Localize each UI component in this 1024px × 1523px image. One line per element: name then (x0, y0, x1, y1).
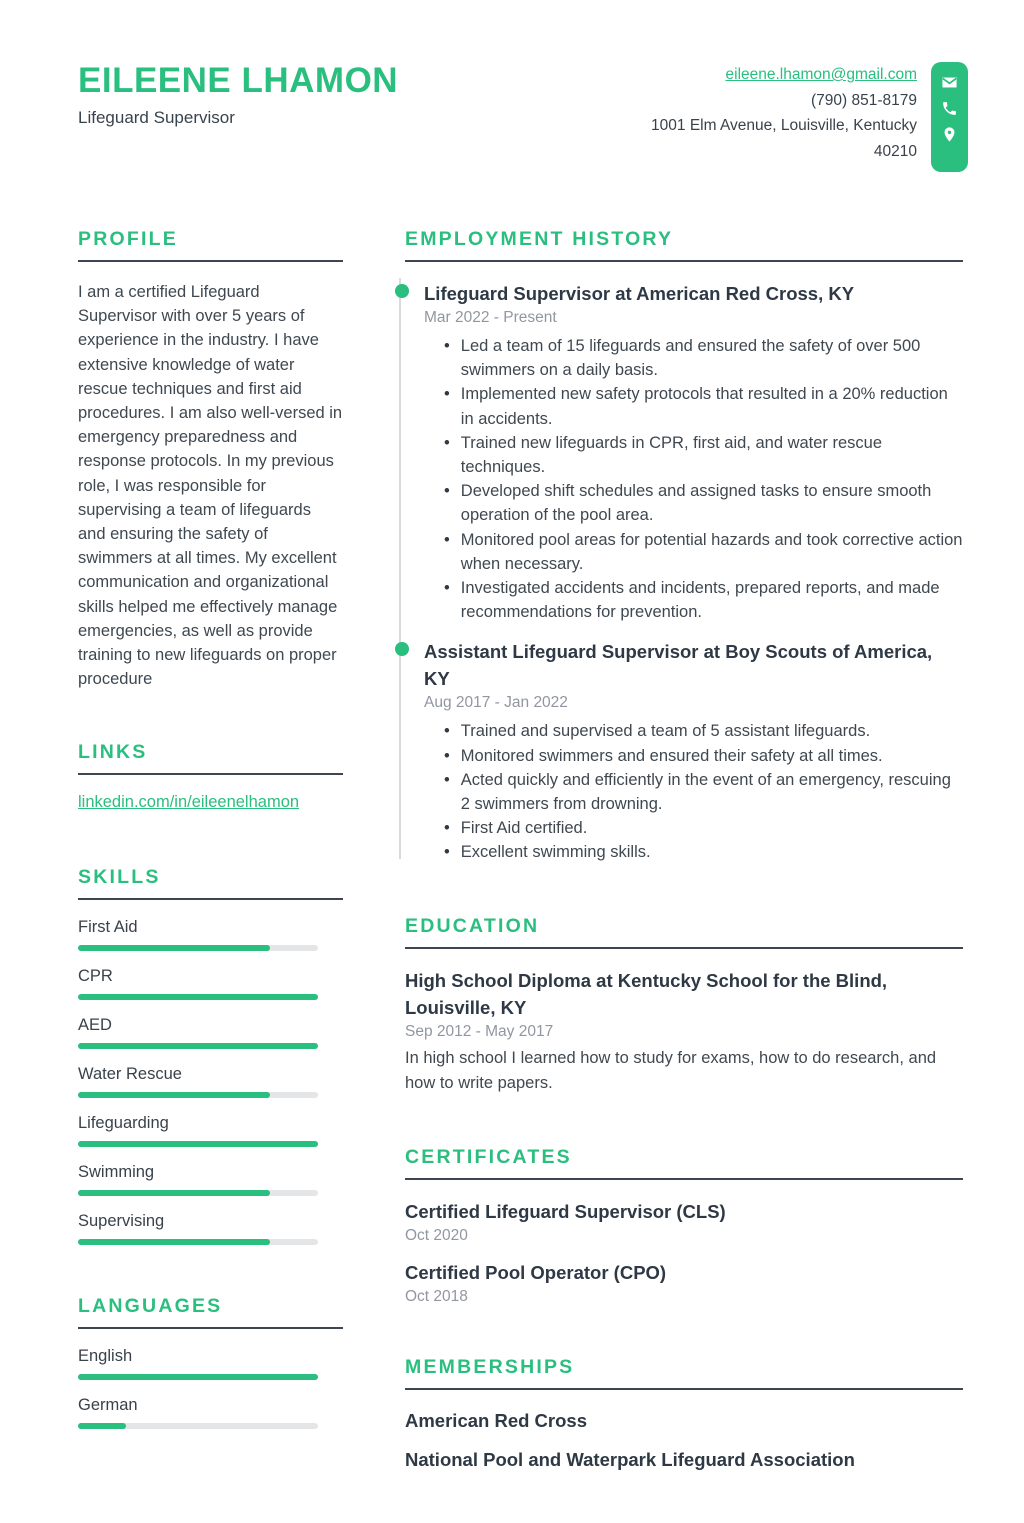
skill-bar-fill (78, 1239, 270, 1245)
skill-bar (78, 1239, 318, 1245)
bullet-text: Developed shift schedules and assigned tasks to ensure smooth operation of the pool area. (460, 482, 932, 525)
header (0, 0, 1024, 172)
certificate-title: Certified Pool Operator (CPO) (405, 1261, 667, 1283)
contact-icon-card (931, 62, 968, 172)
bullet-marker: • (444, 770, 450, 789)
skills-section (78, 866, 343, 1245)
links-section (78, 741, 343, 816)
bullet-marker: • (444, 579, 450, 598)
skill-bar-fill (78, 1043, 318, 1049)
left-column (78, 228, 343, 1523)
bullet-text: Implemented new safety protocols that resulted in a 20% reduction in accidents. (460, 385, 948, 428)
bullet-text: Trained new lifeguards in CPR, first aid, and water rescue techniques. (460, 433, 883, 477)
skill-bar-fill (78, 994, 318, 1000)
timeline-dot (395, 642, 409, 656)
language-bar (78, 1374, 318, 1380)
job-bullet-list (424, 334, 963, 624)
skill-label: Water Rescue (78, 1065, 182, 1084)
job-dates: Mar 2022 - Present (424, 309, 557, 326)
skill-label: Supervising (78, 1212, 165, 1231)
memberships-heading: MEMBERSHIPS (405, 1356, 963, 1390)
skill-bar (78, 994, 318, 1000)
skill-row (78, 1163, 343, 1196)
timeline-dot (395, 284, 409, 298)
job-bullet-list (424, 719, 963, 864)
contact-block (651, 62, 917, 164)
memberships-list (405, 1408, 963, 1473)
job-entry (424, 638, 963, 864)
certificate-entry (405, 1259, 963, 1306)
header-contact (651, 62, 968, 172)
profile-text: I am a certified Lifeguard Supervisor with over 5 years of experience in the industry. I have extensive knowledge of water rescue techniques and first aid procedures. I am also well-versed in emergency preparedness and response protocols. In my previous role, I was responsible for supervising a team of lifeguards and ensuring the safety of swimmers at all times. My excellent communication and organizational skills helped me effectively manage emergencies, as well as provide training to new lifeguards on proper procedure (78, 283, 343, 689)
job-bullet (424, 382, 963, 430)
skill-bar-fill (78, 1190, 270, 1196)
skill-label: First Aid (78, 918, 138, 937)
job-bullet (424, 768, 963, 816)
job-bullet (424, 576, 963, 624)
skills-heading: SKILLS (78, 866, 343, 900)
profile-section (78, 228, 343, 691)
content-columns (0, 228, 1024, 1523)
contact-address-line2: 40210 (873, 142, 917, 160)
memberships-section (405, 1356, 963, 1473)
certificates-section (405, 1146, 963, 1306)
skill-label: AED (78, 1016, 112, 1035)
right-column (405, 228, 963, 1523)
languages-heading: LANGUAGES (78, 1295, 343, 1329)
education-section (405, 915, 963, 1096)
bullet-text: Trained and supervised a team of 5 assistant lifeguards. (460, 722, 871, 741)
bullet-text: Acted quickly and efficiently in the event of an emergency, rescuing 2 swimmers from drowning. (460, 770, 951, 814)
contact-phone: (790) 851-8179 (811, 91, 917, 109)
bullet-text: Excellent swimming skills. (460, 843, 651, 862)
skill-row (78, 1114, 343, 1147)
certificate-entry (405, 1198, 963, 1245)
skill-bar (78, 945, 318, 951)
skill-row (78, 1065, 343, 1098)
skill-row (78, 918, 343, 951)
degree-title: High School Diploma at Kentucky School for the Blind, Louisville, KY (405, 969, 888, 1018)
language-row (78, 1396, 343, 1429)
linkedin-link[interactable]: linkedin.com/in/eileenelhamon (78, 793, 300, 812)
skill-row (78, 1212, 343, 1245)
skill-bar-fill (78, 1141, 318, 1147)
bullet-marker: • (444, 722, 450, 741)
language-label: English (78, 1347, 133, 1366)
job-bullet (424, 816, 963, 840)
job-bullet (424, 719, 963, 743)
bullet-text: Investigated accidents and incidents, prepared reports, and made recommendations for prevention. (460, 579, 940, 622)
job-bullet (424, 840, 963, 864)
job-bullet (424, 479, 963, 527)
certificates-heading: CERTIFICATES (405, 1146, 963, 1180)
contact-email-link[interactable]: eileene.lhamon@gmail.com (725, 66, 917, 83)
phone-icon (941, 100, 958, 117)
person-job-title: Lifeguard Supervisor (78, 107, 235, 127)
skill-bar (78, 1141, 318, 1147)
certificate-date: Oct 2018 (405, 1287, 468, 1305)
employment-section (405, 228, 963, 865)
bullet-marker: • (444, 337, 450, 355)
skill-bar (78, 1043, 318, 1049)
skill-label: Swimming (78, 1163, 155, 1182)
certificates-list (405, 1198, 963, 1306)
jobs-list (405, 280, 963, 865)
job-bullet (424, 528, 963, 576)
skill-row (78, 1016, 343, 1049)
job-bullet (424, 334, 963, 382)
profile-heading: PROFILE (78, 228, 343, 262)
job-bullet (424, 744, 963, 768)
job-dates: Aug 2017 - Jan 2022 (424, 694, 568, 712)
certificate-date: Oct 2020 (405, 1226, 468, 1244)
links-heading: LINKS (78, 741, 343, 775)
languages-section (78, 1295, 343, 1429)
location-pin-icon (941, 126, 958, 143)
skill-label: Lifeguarding (78, 1114, 169, 1133)
education-heading: EDUCATION (405, 915, 963, 949)
language-bar-fill (78, 1423, 126, 1429)
education-description: In high school I learned how to study for exams, how to do research, and how to write papers. (405, 1048, 937, 1092)
language-label: German (78, 1396, 138, 1415)
bullet-marker: • (444, 746, 450, 765)
timeline-line (399, 278, 401, 859)
languages-list (78, 1347, 343, 1429)
bullet-marker: • (444, 843, 450, 862)
membership-item: National Pool and Waterpark Lifeguard Association (405, 1448, 855, 1470)
job-bullet (424, 431, 963, 479)
header-identity (78, 62, 398, 128)
bullet-text: First Aid certified. (460, 819, 588, 838)
skill-bar (78, 1092, 318, 1098)
bullet-marker: • (444, 385, 450, 404)
employment-heading: EMPLOYMENT HISTORY (405, 228, 963, 262)
skill-bar (78, 1190, 318, 1196)
bullet-text: Led a team of 15 lifeguards and ensured the safety of over 500 swimmers on a daily basis. (460, 337, 921, 380)
language-bar (78, 1423, 318, 1429)
skill-row (78, 967, 343, 1000)
membership-item: American Red Cross (405, 1409, 587, 1431)
skill-bar-fill (78, 1092, 270, 1098)
education-dates: Sep 2012 - May 2017 (405, 1022, 554, 1040)
bullet-marker: • (444, 530, 450, 549)
job-entry (424, 280, 963, 624)
skill-bar-fill (78, 945, 270, 951)
bullet-marker: • (444, 819, 450, 838)
bullet-marker: • (444, 482, 450, 501)
language-bar-fill (78, 1374, 318, 1380)
job-title: Lifeguard Supervisor at American Red Cross, KY (424, 283, 855, 304)
skills-list (78, 918, 343, 1245)
person-name: EILEENE LHAMON (78, 61, 399, 100)
bullet-marker: • (444, 433, 450, 452)
job-title: Assistant Lifeguard Supervisor at Boy Scouts of America, KY (424, 641, 933, 690)
skill-label: CPR (78, 967, 113, 986)
language-row (78, 1347, 343, 1380)
certificate-title: Certified Lifeguard Supervisor (CLS) (405, 1200, 726, 1222)
email-icon (941, 74, 958, 91)
education-entry (405, 967, 963, 1096)
bullet-text: Monitored swimmers and ensured their safety at all times. (460, 746, 883, 765)
bullet-text: Monitored pool areas for potential hazards and took corrective action when necessary. (460, 530, 963, 573)
contact-address-line1: 1001 Elm Avenue, Louisville, Kentucky (651, 117, 917, 134)
